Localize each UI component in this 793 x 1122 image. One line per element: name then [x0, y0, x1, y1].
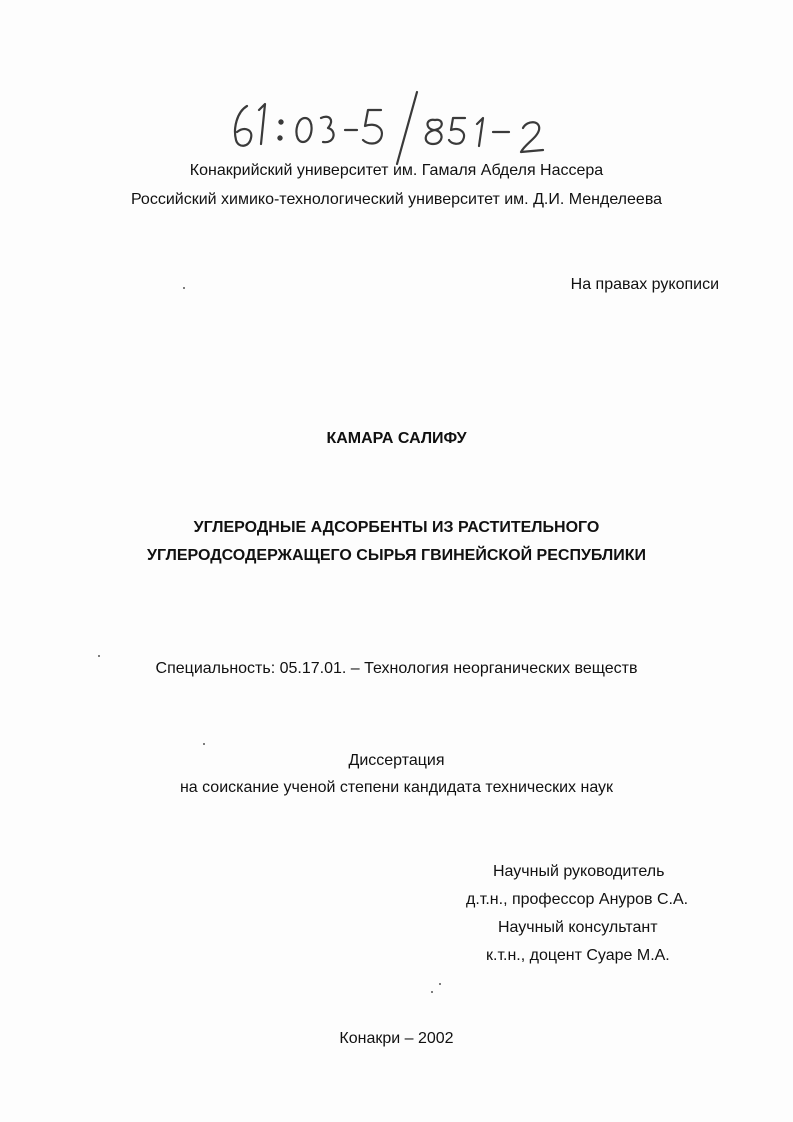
place-and-year: Конакри – 2002	[339, 1030, 454, 1047]
consultant-label: Научный консультант	[498, 919, 658, 936]
consultant-name: к.т.н., доцент Суаре М.А.	[486, 947, 670, 964]
rights-note: На правах рукописи	[570, 276, 719, 293]
scan-speck	[183, 287, 185, 289]
title-line-1: УГЛЕРОДНЫЕ АДСОРБЕНТЫ ИЗ РАСТИТЕЛЬНОГО	[193, 519, 600, 536]
scan-speck	[431, 991, 433, 993]
author-name: КАМАРА САЛИФУ	[326, 430, 467, 447]
institution-1: Конакрийский университет им. Гамаля Абделя Нассера	[189, 162, 604, 179]
specialty: Специальность: 05.17.01. – Технология неорганических веществ	[155, 660, 638, 677]
supervisor-label: Научный руководитель	[493, 863, 665, 880]
supervisor-name: д.т.н., профессор Ануров С.А.	[466, 891, 689, 908]
degree-purpose: на соискание ученой степени кандидата технических наук	[179, 779, 614, 796]
dissertation-label: Диссертация	[348, 752, 445, 769]
scan-speck	[439, 983, 441, 985]
title-line-2: УГЛЕРОДСОДЕРЖАЩЕГО СЫРЬЯ ГВИНЕЙСКОЙ РЕСПУБЛИКИ	[146, 547, 646, 564]
scan-speck	[98, 655, 100, 657]
scan-speck	[203, 743, 205, 745]
handwritten-catalog-code	[225, 88, 585, 168]
institution-2: Российский химико-технологический университет им. Д.И. Менделеева	[130, 191, 663, 208]
